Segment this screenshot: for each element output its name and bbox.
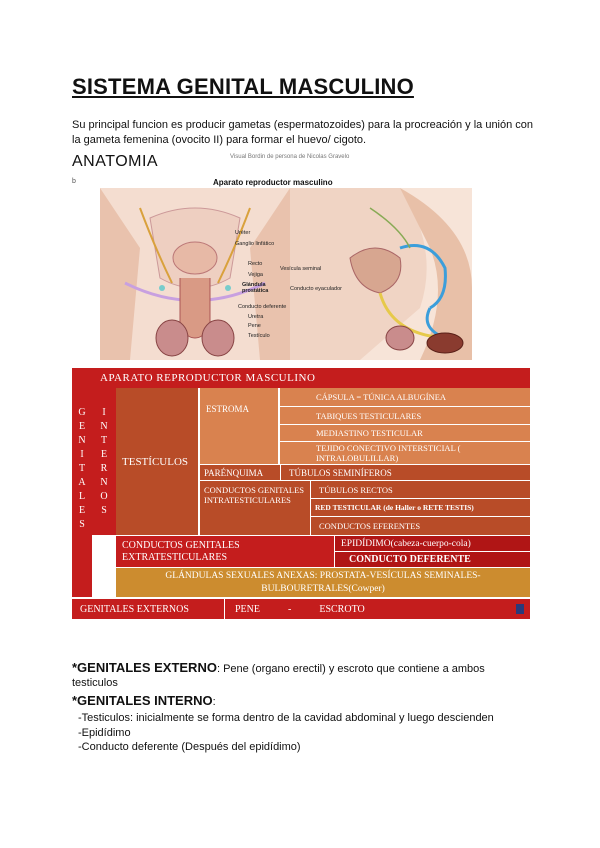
intra-item: TÚBULOS RECTOS [311, 481, 530, 498]
internos-vertical-label: I N T E R N O S [92, 388, 116, 535]
genitales-interno-heading: *GENITALES INTERNO [72, 693, 213, 708]
estroma-item: CÁPSULA = TÚNICA ALBUGÍNEA [280, 388, 530, 406]
reproductive-system-table [72, 368, 530, 627]
figure-label: Recto [248, 261, 263, 267]
figure-label: Testículo [248, 333, 270, 339]
interno-list-item: -Conducto deferente (Después del epidídimo) [78, 741, 301, 753]
figure-label: Vejiga [248, 272, 263, 278]
figure-credit: Visual Bordin de persona de Nicolas Gravelo [230, 154, 350, 160]
interno-list-item: -Testiculos: inicialmente se forma dentro de la cavidad abdominal y luego descienden [78, 712, 494, 724]
anatomy-illustration [100, 188, 472, 360]
genitales-externo-section [72, 661, 532, 690]
genitales-interno-section [72, 694, 216, 709]
estroma-item: TABIQUES TESTICULARES [280, 407, 530, 424]
figure-label: Vesícula seminal [280, 266, 322, 272]
page-title: SISTEMA GENITAL MASCULINO [72, 74, 414, 99]
testiculos-cell: TESTÍCULOS [116, 388, 198, 535]
genitales-externo-text: : Pene (organo erectil) y escroto que contiene a ambos testiculos [72, 663, 485, 689]
figure-title: Aparato reproductor masculino [213, 178, 333, 187]
figure-heading: ANATOMIA [72, 153, 159, 170]
figure-label: Ganglio linfático [235, 241, 275, 247]
figure-label: Glándula prostática [242, 282, 269, 294]
anatomy-figure [72, 150, 514, 363]
glandulas-cell: GLÁNDULAS SEXUALES ANEXAS: PROSTATA-VESÍCULAS SEMINALES-BULBOURETRALES(Cowper) [116, 568, 530, 597]
epididimo-cell: EPIDÍDIMO(cabeza-cuerpo-cola) [335, 536, 530, 551]
estroma-item: TEJIDO CONECTIVO INTERSTICIAL ( INTRALOBULILLAR) [280, 442, 530, 464]
conducto-deferente-cell: CONDUCTO DEFERENTE [335, 552, 530, 567]
estroma-item: MEDIASTINO TESTICULAR [280, 425, 530, 441]
pene-escroto-cell: PENE - ESCROTO [225, 599, 530, 619]
tubulos-seminiferos-cell: TÚBULOS SEMINÍFEROS [281, 465, 530, 480]
intra-item: CONDUCTOS EFERENTES [311, 517, 530, 535]
estroma-cell: ESTROMA [200, 388, 278, 464]
genitales-externo-heading: *GENITALES EXTERNO [72, 660, 217, 675]
genitales-vertical-label: G E N I T A L E S [72, 388, 92, 597]
conductos-intra-cell: CONDUCTOS GENITALES INTRATESTICULARES [200, 481, 310, 535]
genitales-interno-colon: : [212, 696, 216, 708]
figure-label: Conducto eyaculador [290, 286, 342, 292]
interno-list-item: -Epidídimo [78, 727, 131, 739]
conductos-extra-cell: CONDUCTOS GENITALES EXTRATESTICULARES [116, 536, 334, 567]
parenquima-cell: PARÉNQUIMA [200, 465, 280, 480]
figure-label: Conducto deferente [238, 304, 287, 310]
table-header: APARATO REPRODUCTOR MASCULINO [72, 368, 530, 388]
figure-label: Pene [248, 323, 261, 329]
genitales-externos-cell: GENITALES EXTERNOS [72, 599, 224, 619]
speaker-icon [516, 604, 524, 614]
intra-item: RED TESTICULAR (de Haller o RETE TESTIS) [311, 499, 530, 516]
intro-paragraph: Su principal funcion es producir gametas (espermatozoides) para la procreación y la unión con la gameta femenina (ovocito II) para formar el huevo/ cigoto. [72, 119, 534, 146]
figure-label: Uretra [248, 314, 264, 320]
figure-mark: b [72, 178, 76, 185]
figure-label: Uréter [235, 230, 251, 236]
